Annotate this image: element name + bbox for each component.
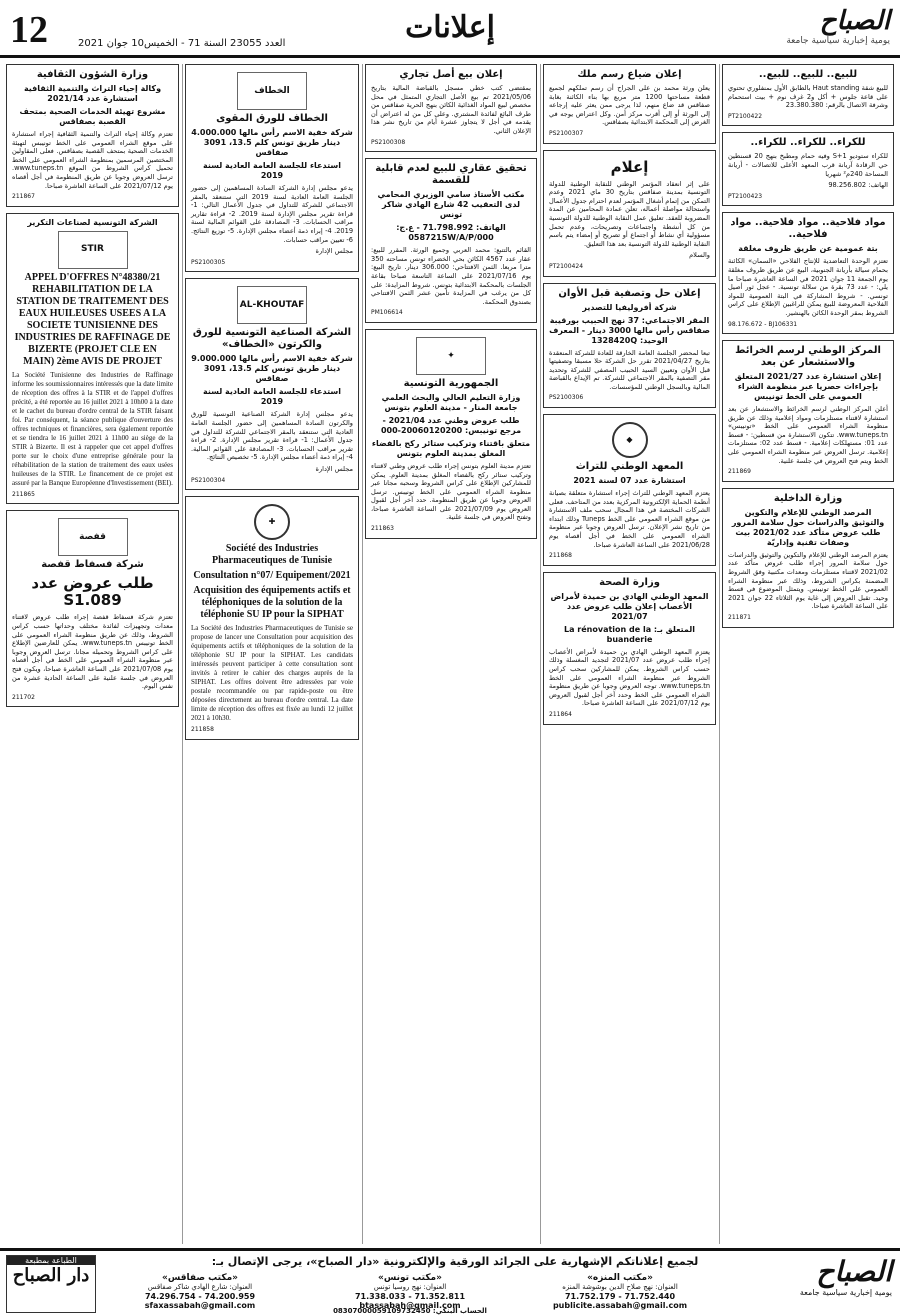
office-item [310, 1273, 510, 1310]
ad-reference: PS2100308 [371, 138, 406, 146]
ad-subtitle: إعلان استشارة عدد 2021/27 المتعلق بإجراءات حصريا عبر منظومة الشراء العمومي على الخط تونيبس [734, 372, 882, 402]
ad-agricultural-auction [722, 212, 894, 334]
ad-subject: استدعاء للجلسة العامة العادية لسنة 2019 [202, 161, 342, 180]
gafsa-logo-icon: قفصة [58, 518, 128, 556]
ad-title: تحقيق عقاري للبيع لعدم قابلية للقسمة [375, 163, 527, 187]
ad-subtitle: شركة خفية الاسم رأس مالها 9.000.000 دينار طريق تونس كلم 13.5، 3091 صفاقس [191, 354, 353, 384]
heritage-logo-icon: ◆ [612, 422, 648, 458]
ad-reference: 211865 [12, 490, 35, 498]
ad-subtitle: بتة عمومية عن طريق ظروف مغلقة [738, 244, 878, 254]
ad-business-sale [365, 64, 537, 152]
ad-signature: والسلام [689, 251, 710, 260]
ad-title: الخطاف للورق المقوى [216, 113, 328, 124]
ad-title: المركز الوطني لرسم الخرائط والاستشعار عن بعد [735, 345, 881, 369]
stir-logo-icon: STIR [58, 231, 128, 269]
ad-signature: مجلس الإدارة [315, 247, 353, 256]
ad-contact: الهاتف: 71.798.992 - ع.ج: 0587215W/A/P/000 [396, 223, 506, 243]
ad-reference: 211864 [549, 710, 572, 718]
alkhoutaf-logo-icon: AL-KHOUTAF [237, 286, 307, 324]
ad-subject: استدعاء للجلسة العامة العادية لسنة 2019 [202, 387, 342, 407]
ad-reference: PT2100422 [728, 112, 763, 120]
ad-union-notice [543, 150, 716, 277]
ad-subtitle: وكالة إحياء التراث والتنمية الثقافية استشارة عدد 2021/14 [23, 84, 162, 103]
ad-phone: الهاتف: 98.256.802 [828, 181, 888, 190]
ad-reference: PS2100304 [191, 476, 226, 484]
ad-subtitle: شركة خفية الاسم رأس مالها 4.000.000 دينار طريق تونس كلم 13.5، 3091 صفاقس [191, 128, 353, 157]
ad-body: يعتزم المرصد الوطني للإعلام والتكوين والتوثيق والدراسات حول سلامة المرور إجراء طلب عروض متأكد عدد 2021/02 لاقتناء مستلزمات ومعدات مكتبية وفق الشروط المضمنة بكراس الشروط، وذلك عبر منظومة الشراء العمومي على الخط تونيبس. ويتمثل الموضوع في قسط وحيد. تقبل العروض إلى غاية يوم الثلاثاء 22 جوان 2021 على الساعة العاشرة صباحا. [728, 550, 888, 611]
khoutaf-logo-icon: الخطاف [237, 72, 307, 110]
ad-subtitle: Consultation n°07/ Equipement/2021 [193, 570, 351, 582]
ad-subject: Acquisition des équipements actifs et téléphoniques de la solution de la téléphonie SU IP pour la SIPHAT [193, 585, 351, 621]
office-email[interactable]: sfaxassabah@gmail.com [144, 1301, 256, 1310]
ad-reference: PT2100423 [728, 192, 763, 200]
ad-company-details: المقر الاجتماعي: 37 نهج الحبيب بورقيبة صفاقس رأس مالها 3000 دينار - المعرف الوحيد: 1328420Q [549, 315, 710, 345]
ad-reference: PS2100306 [549, 394, 584, 402]
ad-subtitle: استشارة عدد 07 لسنة 2021 [573, 476, 686, 486]
ad-siphat-consultation [185, 496, 359, 740]
masthead-tagline: يومية إخبارية سياسية جامعة [786, 36, 890, 46]
ad-body: القائم بالتتبع: محمد العربي وجميع الورثة. المقرر للبيع: عقار عدد 4567 الكائن بحي الخضراء تونس مساحته 350 مترا مربعا. الثمن الافتتاحي: 306.000 دينار. تاريخ البيع: يوم 2021/07/16 على الساعة التاسعة صباحا بقاعة الجلسات بالمحكمة الابتدائية بتونس. شروط المزايدة: على كل من يرغب في المزايدة تأمين عشر الثمن الافتتاحي بصندوق المحكمة. [371, 246, 532, 306]
ad-science-city-tender [365, 329, 537, 539]
ad-body: للكراء ستوديو S+1 وفيه حمام ومطبخ بنهج 20 قسنطين حي الرقادة آريانة قرب المعهد الأعلى للاتصالات - أريانة المساحة 240م² شهريا [728, 152, 888, 178]
ad-interior-ministry-tender [722, 488, 894, 628]
ad-title: الشركة الصناعية التونسية للورق والكرتون «الخطاف» [192, 327, 352, 351]
ad-body: يدعو مجلس إدارة الشركة الصناعية التونسية للورق والكرتون السادة المساهمين إلى حضور الجلسة العامة العادية التي ستنعقد بالمقر الاجتماعي للشركة للتداول في جدول الأعمال: 1- قراءة تقرير مجلس الإدارة. 2- قراءة تقرير مراقب الحسابات. 3- المصادقة على القوائم المالية. 4- إبراء ذمة أعضاء مجلس الإدارة. 5- تخصيص النتائج. [191, 410, 354, 462]
ad-title: للبيع.. للبيع.. للبيع.. [758, 69, 858, 80]
printer-label: الطباعة بمطبعة [7, 1256, 95, 1265]
ad-body: La Société des Industries Pharmaceutiques de Tunisie se propose de lancer une Consultation pour acquisition des équipements actifs et téléphoniques de la solution de la téléphonie SU IP pour la SIPHAT. Les candidats intéressés peuvent participer à cette consultation sont invités à retirer le cahier des charges auprès de la SIPHAT. Les offres doivent être adressées par voie postale recommandée ou par rapide-poste ou être déposées directement au bureau d'ordre central. La date limite de réception des offres est fixée au lundi 12 juillet 2021 à 10h30. [191, 624, 353, 723]
office-name: «مكتب صفاقس» [162, 1273, 238, 1283]
ad-reference: 211702 [12, 693, 35, 701]
masthead [730, 6, 890, 52]
ad-lost-deed [543, 64, 716, 144]
ad-tender-number: طلب عروض وطني عدد 2021/04 - مرجع تونيبس: 20060120200-000 [380, 415, 522, 435]
ad-body: يعتزم المعهد الوطني للتراث إجراء استشارة متعلقة بصيانة أنظمة الحماية الإلكترونية المركزية بعدد من المتاحف. فعلى الشركات المختصة في هذا المجال سحب ملف الاستشارة من موقع الشراء العمومي على الخط Tuneps وذلك ابتداء من تاريخ نشر الإعلان. ترسل العروض وجوبا عبر منظومة الشراء العمومي على الخط في أجل أقصاه يوم 2021/06/28 على الساعة العاشرة صباحا. [549, 489, 710, 549]
printer-name: دار الصباح [12, 1265, 90, 1286]
column-divider [540, 64, 541, 1244]
ad-gafsa-phosphate [6, 510, 179, 707]
office-address: العنوان: شارع الهادي شاكر صفاقس [147, 1283, 253, 1291]
ad-reference: PS2100305 [191, 258, 226, 266]
ad-body: يعلن ورثة محمد بن علي الجراح أن رسم تملكهم لجميع قطعة مساحتها 1200 متر مربع بها بناء الكائنة بغابة صفاقس قد ضاع منهم، لذا يرجى ممن يعثر عليه إرجاعه إلى الورثة أو إلى أقرب مركز أمن. وكل اعتراض يوجه في الغرض إلى المحكمة الابتدائية بصفاقس. [549, 84, 710, 127]
ad-body: تعتزم وكالة إحياء التراث والتنمية الثقافية إجراء استشارة على موقع الشراء العمومي على الخط تونيبس لتهيئة الخدمات الصحية بمتحف القصبة بصفاقس. فعلى المقاولين المختصين المرسمين بمنظومة الشراء العمومي على الخط تحميل كراس الشروط من الموقع www.tuneps.tn. ترسل العروض وجوبا عن طريق المنظومة في أجل أقصاه يوم 2021/07/12 على الساعة العاشرة صباحا. [12, 130, 173, 190]
ad-tender-number: طلب عروض عدد S1.089 [31, 574, 154, 610]
ad-subtitle: المرصد الوطني للإعلام والتكوين والتوثيق والدراسات حول سلامة المرور طلب عروض متأكد عدد 2021/02 بيت وصفات تقنية وإداريّة [731, 507, 885, 547]
ad-subtitle: مكتب الأستاذ سامي الوزيري المحامي لدى التعقيب 42 شارع الهادي شاكر تونس [377, 190, 525, 220]
ad-subtitle: وزارة التعليم العالي والبحث العلمي جامعة المنار - مدينة العلوم بتونس [381, 392, 521, 412]
ad-subject: مشروع تهيئة الخدمات الصحية بمتحف القصبة بصفاقس [19, 107, 166, 126]
office-phones: 71.752.179 - 71.752.440 [564, 1292, 676, 1301]
issue-line: العدد 23055 السنة 71 - الخميس10 جوان 2021 [78, 38, 286, 49]
column-4 [185, 64, 359, 1244]
ad-title: للكراء.. للكراء.. للكراء.. [750, 137, 866, 149]
column-5 [6, 64, 179, 1244]
ad-mapping-center-consultation [722, 340, 894, 482]
ad-neurology-institute [543, 572, 716, 725]
ad-subject: متعلق باقتناء وتركيب ستائر ركح بالفضاء المغلق بمدينة العلوم بتونس [371, 438, 531, 458]
ad-sale-apartment [722, 64, 894, 126]
ad-body: La Société Tunisienne des Industries de Raffinage informe les soumissionnaires intéressés que la date limite de réception des offres à la STIR et de l'appel d'offres précité, a été reportée au 16 juillet 2021 à 10h00 à la date et le cachet du bureau d'ordre central de la STIR faisant foi. Par conséquent, la séance publique d'ouverture des offres techniques et financières, sera également reportée et se tiendra le 16 juillet 2021 à 11h00 au siège de la STIR à Bizerte. Il est à rappeler que cet appel d'offres porte sur le choix d'une entreprise générale pour la réhabilitation de la station de traitement des eaux usées huileuses de la STIR. Le financement de ce projet est assuré par la Banque Européenne d'Investissement (BEI). [12, 370, 173, 487]
ad-title: مواد فلاحية.. مواد فلاحية.. مواد فلاحية.. [730, 217, 886, 241]
office-name: «مكتب المنزه» [587, 1273, 653, 1283]
column-divider [182, 64, 183, 1244]
ad-paper-carton-assembly [185, 278, 359, 490]
ad-reference: PT2100424 [549, 262, 584, 270]
ad-body: تبعا لمحضر الجلسة العامة الخارقة للعادة للشركة المنعقدة بتاريخ 2021/04/27 تقرر حل الشركة حلا مسبقا وتصفيتها قبل الأوان وتعيين السيد الحبيب المصفي للشركة وتحديد مقر التصفية بالمقر الاجتماعي للشركة. تم الإيداع بالقباضة المالية وبالسجل الوطني للمؤسسات. [549, 348, 710, 391]
ad-subtitle: المعهد الوطني الهادي بن حميدة لأمراض الأعصاب إعلان طلب عروض عدد 2021/07 [550, 591, 709, 621]
ad-title: وزارة الشؤون الثقافية [36, 69, 149, 80]
footer-logo-text: الصباح [816, 1255, 892, 1288]
footer-brand [722, 1255, 892, 1313]
column-2 [543, 64, 716, 1244]
ad-culture-ministry [6, 64, 179, 207]
bank-account: الحساب البنكي: 08307000059109732450 [333, 1307, 487, 1315]
ad-stir-tender [6, 213, 179, 505]
ad-title: إعلان ضياع رسم ملك [577, 69, 682, 80]
ad-title: وزارة الصحة [599, 576, 660, 588]
ad-reference: 211869 [728, 468, 751, 476]
ad-title: إعلام [610, 157, 649, 176]
ad-body: بمقتضى كتب خطي مسجل بالقباضة المالية بتاريخ 2021/05/06 تم بيع الأصل التجاري المتمثل في محل مخصص لبيع المواد الغذائية الكائن بنهج الحرية صفاقس من طرف البائع لفائدة المشتري. وعلى كل من له اعتراض أن يقدمه في أجل لا يتجاوز عشرة أيام من تاريخ نشر هذا الإعلان الثاني. [371, 84, 531, 135]
ad-title: المعهد الوطني للتراث [575, 461, 684, 473]
ad-reference: 211868 [549, 552, 572, 560]
office-phones: 74.296.754 - 74.200.959 [144, 1292, 256, 1301]
ad-body: تعتزم الوحدة التعاضدية للإنتاج الفلاحي «السمان» الكائنة بحمام سيالة بأريانة الجنوبية، البيع عن طريق ظروف مغلقة يوم الجمعة 11 جوان 2021 في الساعة العاشرة صباحا ما يلي: - عدد 73 بقرة من سلالة تونسية. - عجل ثور أصيل تونسي. - شروط المشاركة في البتة العمومية للمواد الفلاحية المعروضة للبيع يمكن للراغبين الإطلاع على كراس الشروط بمقر الوحدة الكائن بالهنشير. [728, 257, 889, 317]
ad-reference: 211858 [191, 726, 214, 734]
office-email[interactable]: publicite.assabah@gmail.com [552, 1301, 688, 1310]
ad-company-dissolution [543, 283, 716, 409]
masthead-logo-text: الصباح [819, 6, 890, 36]
office-address: العنوان: نهج صلاح الدين بوشوشة المنزه [562, 1283, 678, 1291]
footer-tagline: يومية إخبارية سياسية جامعة [799, 1288, 892, 1297]
ad-reference: 211867 [12, 193, 35, 201]
ad-signature: مجلس الإدارة [315, 464, 353, 473]
ad-body: على إثر انعقاد المؤتمر الوطني للنقابة الوطنية للدولة التونسية بمدينة صفاقس بتاريخ 30 ماي 2021 وعدم التمكن من إتمام أشغال المؤتمر لعدم احترام جدول الأعمال واستحالة مواصلة أعماله، تعلن عمادة المحامين عن المدة المضروبة للعقد. تعليق عمل النقابة الوطنية للدولة التونسية من كل أنشطة واجتماعات وتصريحات، وعدم تحمل مسؤولية أي نشاط أو اجتماع أو تصريح أو إمضاء يتم باسم النقابة الوطنية للدولة التونسية بعد هذا التعليق. [549, 179, 710, 248]
column-1 [722, 64, 894, 1244]
ad-body: للبيع شقة Haut standing بالطابق الأول بمنفلوري تحتوي على قاعة جلوس + أكل و2 غرف نوم + بيت استحمام وشرفة الاتصال بالرقم: 23.380.380 [728, 84, 888, 110]
office-item [520, 1273, 720, 1310]
office-list [100, 1273, 720, 1310]
office-address: العنوان: نهج روسيا تونس [373, 1283, 447, 1291]
page-header [0, 0, 900, 58]
ad-reference: PM106614 [371, 309, 403, 317]
section-title: إعلانات [405, 10, 495, 45]
office-phones: 71.338.033 - 71.352.811 [354, 1292, 466, 1301]
ad-reference: 211871 [728, 614, 751, 621]
ad-heritage-institute [543, 414, 716, 566]
ad-khoutaf-assembly [185, 64, 359, 272]
siphat-logo-icon: ✚ [254, 504, 290, 540]
ad-title: APPEL D'OFFRES N°48380/21 REHABILITATION DE LA STATION DE TRAITEMENT DES EAUX HUILEUSES USEES A LA SOCIETE TUNISIENNE DES INDUSTRIES DE RAFFINAGE DE BIZERTE (PROJET CLE EN MAIN) 2ème AVIS DE PROJET [14, 271, 171, 367]
ad-title: إعلان حل وتصفية قبل الأوان [558, 287, 701, 299]
ad-rent-studio [722, 132, 894, 206]
footer-banner: لجميع إعلاناتكم الإشهارية على الجرائد الورقية والإلكترونية «دار الصباح»، يرجى الإتصال بـ: [211, 1255, 699, 1268]
ad-title: Société des Industries Pharmaceutiques de Tunisie [211, 543, 333, 567]
science-city-logo-icon: ✦ [416, 337, 486, 375]
ad-reference: PS2100307 [549, 129, 584, 137]
ad-company-name: الشركة التونسية لصناعات التكرير [27, 217, 158, 227]
page-footer [0, 1248, 900, 1315]
ad-title: إعلان بيع أصل تجاري [399, 69, 503, 80]
column-divider [719, 64, 720, 1244]
ad-body: يعتزم المعهد الوطني الهادي بن حميدة لأمراض الأعصاب إجراء طلب عروض عدد 2021/07 لتجديد المغسلة وذلك حسب كراس الشروط. يمكن للمشاركين سحب كراس الشروط عبر منظومة الشراء العمومي على الخط www.tuneps.tn. توجه العروض وجوبا عن طريق منظومة الشراء العمومي على الخط وحدد آخر أجل لقبول العروض يوم 2021/07/12 على الساعة العاشرة صباحا. [549, 647, 711, 708]
ad-reference: 98.176.672 - BJ106331 [728, 320, 798, 328]
ad-title: الجمهورية التونسية [403, 377, 499, 389]
column-3 [365, 64, 537, 1244]
column-divider [362, 64, 363, 1244]
page-number: 12 [10, 9, 48, 51]
printer-badge [6, 1255, 96, 1313]
ad-property-auction [365, 158, 537, 323]
ad-title: شركة فسفاط قفصة [41, 559, 144, 571]
ad-body: تعتزم شركة فسفاط قفصة إجراء طلب عروض لاقتناء معدات وتجهيزات لفائدة مختلف وحداتها حسب كراس الشروط، وذلك عن طريق منظومة الشراء العمومي على الخط تونيبس www.tuneps.tn. يمكن للعارضين الإطلاع على كراس الشروط وتحميله مجانا. ترسل العروض وجوبا عبر منظومة الشراء العمومي على الخط في أجل أقصاه يوم 2021/07/08 على الساعة العاشرة صباحا، ويكون فتح العروض في جلسة علنية على الساعة الحادية عشرة من نفس اليوم. [12, 613, 174, 691]
ad-body: تعتزم مدينة العلوم بتونس إجراء طلب عروض وطني لاقتناء وتركيب ستائر ركح بالفضاء المغلق بمدينة العلوم. يمكن للمشاركين الإطلاع على كراس الشروط وسحبه مجانا عبر منظومة الشراء العمومي على الخط تونيبس. ترسل العروض وجوبا عن طريق المنظومة. حدد آخر أجل لقبول العروض يوم 2021/07/09 على الساعة العاشرة صباحا، وتفتح العروض في جلسة علنية. [371, 461, 531, 522]
office-name: «مكتب تونس» [378, 1273, 442, 1283]
office-item [100, 1273, 300, 1310]
ad-body: يدعو مجلس إدارة الشركة السادة المساهمين إلى حضور الجلسة العامة العادية لسنة 2019 التي ستنعقد بالمقر الاجتماعي للشركة للتداول في جدول الأعمال التالي: 1- قراءة تقرير مجلس الإدارة لسنة 2019. 2- قراءة تقارير مراقب الحسابات. 3- المصادقة على القوائم المالية لسنة 2019. 4- إبراء ذمة أعضاء مجلس الإدارة. 5- توزيع النتائج. 6- تعيين مراقب حسابات. [191, 184, 354, 244]
ad-reference: 211863 [371, 525, 394, 533]
ad-subtitle: شركة أفروليفيا للتصدير [582, 302, 677, 312]
office-email[interactable]: btassabah@gmail.com [359, 1301, 461, 1310]
ad-subject: المتعلق بـ: La rénovation de la buanderie [564, 624, 695, 644]
ad-body: أعلن المركز الوطني لرسم الخرائط والاستشعار عن بعد استشارة لاقتناء مستلزمات ومواد إعلامية وذلك عن طريق منظومة الشراء العمومي على الخط «تونيبس» www.tuneps.tn. تتكون الاستشارة من قسطين: - قسط عدد 01: مستهلكات إعلامية. - قسط عدد 02: مستلزمات إعلامية. ترسل العروض عبر منظومة الشراء العمومي على الخط ويتم فتح العروض في جلسة علنية. [728, 405, 889, 465]
ad-title: وزارة الداخلية [773, 492, 843, 504]
